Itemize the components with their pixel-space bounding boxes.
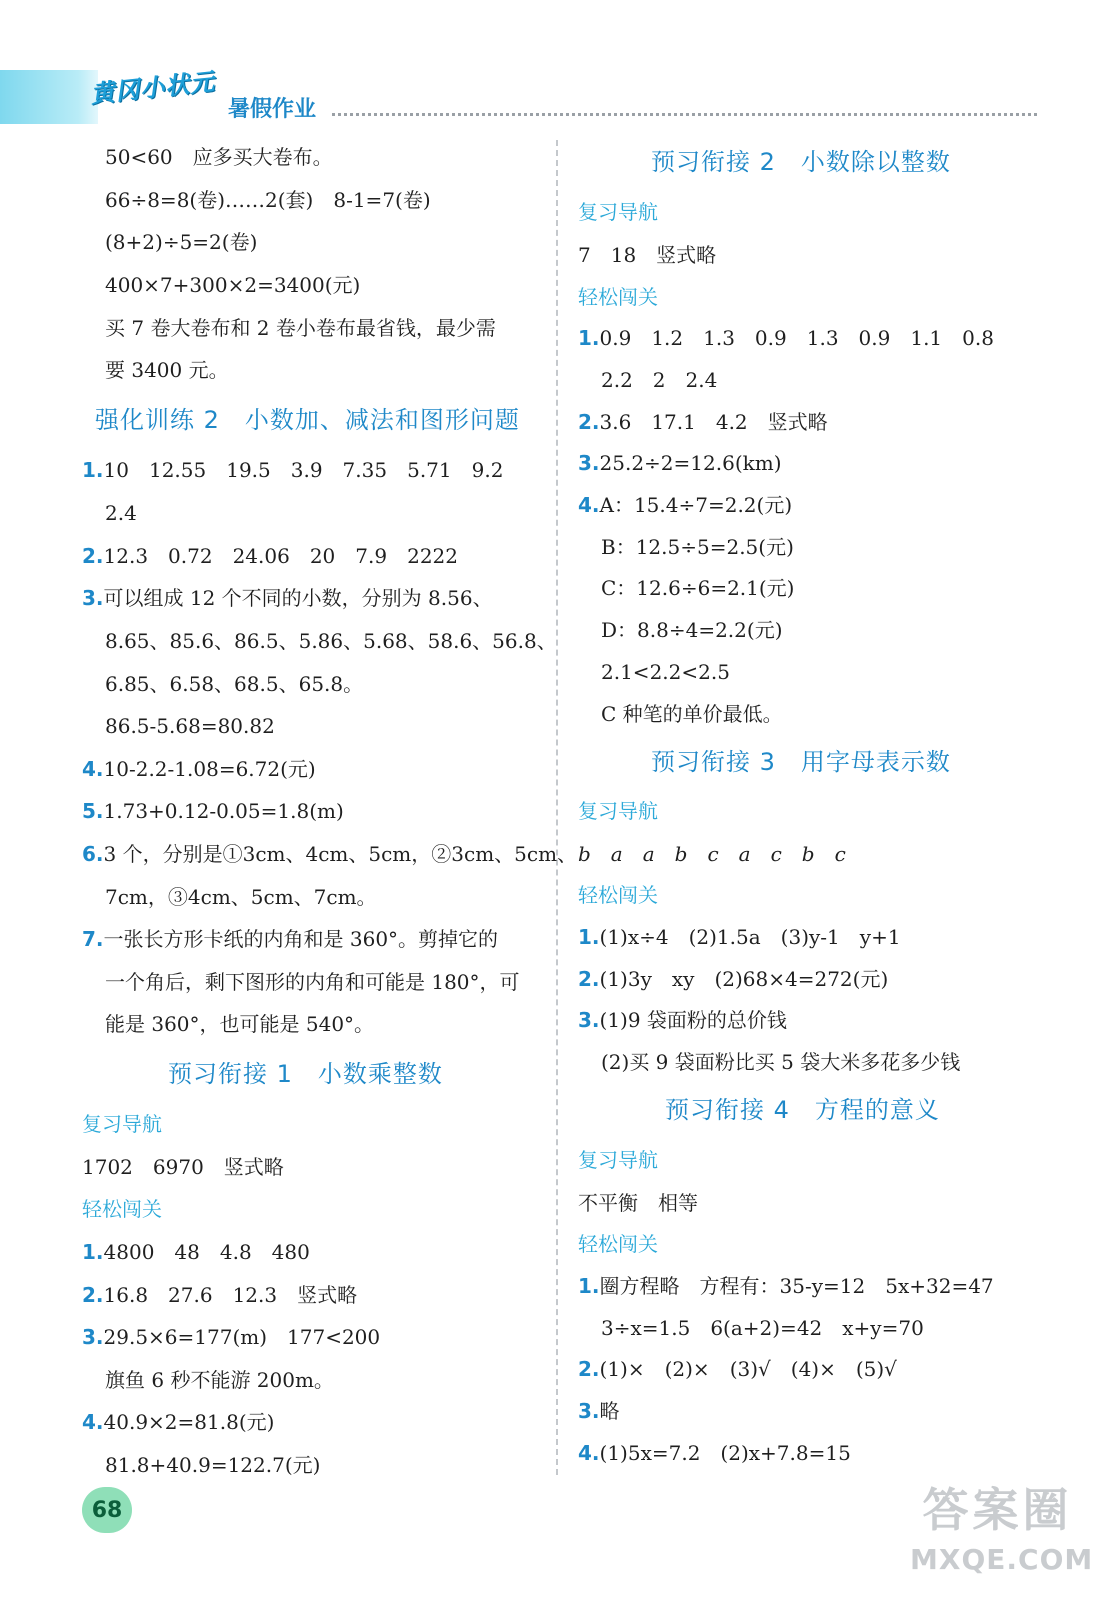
question-2 — [82, 1281, 357, 1309]
answer-line: 400×7+300×2=3400(元) — [105, 273, 361, 297]
answer-line: 2.1<2.2<2.5 — [601, 660, 730, 684]
question-number: 4. — [82, 1410, 104, 1434]
answer-text: 圈方程略 方程有：35-y=12 5x+32=47 — [599, 1274, 994, 1298]
answer-text: (1)3y xy (2)68×4=272(元) — [599, 967, 889, 991]
question-number: 7. — [82, 927, 104, 951]
answer-line: 要 3400 元。 — [105, 358, 229, 382]
subheading-easy: 轻松闯关 — [578, 285, 658, 309]
answer-text: 1.73+0.12-0.05=1.8(m) — [103, 799, 344, 823]
answer-text: 3 个，分别是①3cm、4cm、5cm，②3cm、5cm、 — [103, 842, 578, 866]
answer-text: 0.9 1.2 1.3 0.9 1.3 0.9 1.1 0.8 — [599, 326, 994, 350]
question-2 — [578, 965, 888, 993]
answer-line: 一个角后，剩下图形的内角和可能是 180°，可 — [105, 970, 520, 994]
question-number: 2. — [578, 1357, 600, 1381]
answer-line: C 种笔的单价最低。 — [601, 702, 783, 726]
question-number: 4. — [578, 493, 600, 517]
watermark — [910, 1480, 1094, 1590]
question-number: 1. — [578, 326, 600, 350]
answer-line: 7cm，③4cm、5cm、7cm。 — [105, 885, 377, 909]
answer-line: 不平衡 相等 — [578, 1191, 698, 1215]
question-3 — [578, 449, 782, 477]
question-number: 3. — [82, 586, 104, 610]
question-number: 1. — [578, 925, 600, 949]
answer-text: (1)× (2)× (3)√ (4)× (5)√ — [599, 1357, 897, 1381]
answer-text: (1)9 袋面粉的总价钱 — [599, 1008, 787, 1032]
question-2 — [578, 1355, 897, 1383]
question-number: 3. — [578, 451, 600, 475]
question-number: 3. — [578, 1399, 600, 1423]
section-title-p2: 预习衔接 2 小数除以整数 — [651, 148, 951, 176]
question-number: 4. — [578, 1441, 600, 1465]
question-3 — [82, 584, 493, 612]
question-number: 1. — [82, 458, 104, 482]
column-divider — [556, 140, 558, 1475]
answer-line: 旗鱼 6 秒不能游 200m。 — [105, 1368, 334, 1392]
question-1 — [82, 1238, 310, 1266]
answer-text: 3.6 17.1 4.2 竖式略 — [599, 410, 828, 434]
answer-text: 40.9×2=81.8(元) — [103, 1410, 275, 1434]
answer-line: 2.4 — [105, 501, 137, 525]
question-number: 6. — [82, 842, 104, 866]
answer-line: (8+2)÷5=2(卷) — [105, 230, 258, 254]
answer-text: 16.8 27.6 12.3 竖式略 — [103, 1283, 358, 1307]
question-number: 3. — [578, 1008, 600, 1032]
answer-text: 29.5×6=177(m) 177<200 — [103, 1325, 381, 1349]
subheading-easy: 轻松闯关 — [82, 1197, 162, 1221]
answer-line: C：12.6÷6=2.1(元) — [601, 576, 795, 600]
question-1 — [578, 923, 901, 951]
answer-text: 略 — [599, 1399, 620, 1423]
question-number: 4. — [82, 757, 104, 781]
question-number: 2. — [578, 967, 600, 991]
question-number: 3. — [82, 1325, 104, 1349]
answer-line: 1702 6970 竖式略 — [82, 1155, 284, 1179]
question-2 — [578, 408, 828, 436]
question-2 — [82, 542, 458, 570]
answer-line: (2)买 9 袋面粉比买 5 袋大米多花多少钱 — [601, 1050, 961, 1074]
question-1 — [578, 1272, 994, 1300]
answer-text: (1)5x=7.2 (2)x+7.8=15 — [599, 1441, 851, 1465]
question-5 — [82, 797, 344, 825]
answer-line: 买 7 卷大卷布和 2 卷小卷布最省钱，最少需 — [105, 316, 496, 340]
answer-line: 8.65、85.6、86.5、5.86、5.68、58.6、56.8、 — [105, 629, 557, 653]
subheading-review: 复习导航 — [578, 200, 658, 224]
page-number: 68 — [82, 1487, 132, 1533]
question-4 — [578, 491, 792, 519]
subheading-easy: 轻松闯关 — [578, 1232, 658, 1256]
section-title-s2: 强化训练 2 小数加、减法和图形问题 — [95, 406, 520, 434]
answer-line: 6.85、6.58、68.5、65.8。 — [105, 672, 364, 696]
answer-line: b a a b c a c b c — [578, 842, 846, 866]
question-4 — [82, 755, 316, 783]
section-title-p3: 预习衔接 3 用字母表示数 — [651, 748, 951, 776]
answer-line: 能是 360°，也可能是 540°。 — [105, 1012, 375, 1036]
header-dotted-rule — [332, 113, 1037, 116]
answer-line: 3÷x=1.5 6(a+2)=42 x+y=70 — [601, 1316, 924, 1340]
answer-text: A：15.4÷7=2.2(元) — [599, 493, 793, 517]
question-number: 5. — [82, 799, 104, 823]
question-3 — [82, 1323, 380, 1351]
subheading-review: 复习导航 — [578, 1148, 658, 1172]
answer-text: 10-2.2-1.08=6.72(元) — [103, 757, 316, 781]
question-1 — [578, 324, 994, 352]
question-4 — [82, 1408, 274, 1436]
watermark-logo-text: 答案圈 — [922, 1483, 1073, 1537]
question-1 — [82, 456, 503, 484]
answer-text: (1)x÷4 (2)1.5a (3)y-1 y+1 — [599, 925, 901, 949]
header-band — [0, 70, 98, 124]
question-7 — [82, 925, 498, 953]
question-number: 2. — [82, 1283, 104, 1307]
question-number: 2. — [82, 544, 104, 568]
question-number: 2. — [578, 410, 600, 434]
header-subtitle: 暑假作业 — [228, 97, 317, 122]
question-number: 1. — [578, 1274, 600, 1298]
watermark-url: MXQE.COM — [910, 1543, 1094, 1576]
answer-line: 50<60 应多买大卷布。 — [105, 145, 333, 169]
answer-line: B：12.5÷5=2.5(元) — [601, 535, 794, 559]
answer-line: D：8.8÷4=2.2(元) — [601, 618, 783, 642]
question-3 — [578, 1397, 620, 1425]
answer-line: 7 18 竖式略 — [578, 243, 717, 267]
answer-text: 12.3 0.72 24.06 20 7.9 2222 — [103, 544, 458, 568]
section-title-p1: 预习衔接 1 小数乘整数 — [168, 1060, 443, 1088]
question-6 — [82, 840, 577, 868]
answer-text: 4800 48 4.8 480 — [103, 1240, 310, 1264]
answer-text: 可以组成 12 个不同的小数，分别为 8.56、 — [103, 586, 493, 610]
answer-text: 25.2÷2=12.6(km) — [599, 451, 782, 475]
question-3 — [578, 1006, 787, 1034]
subheading-easy: 轻松闯关 — [578, 883, 658, 907]
subheading-review: 复习导航 — [82, 1112, 162, 1136]
answer-text: 10 12.55 19.5 3.9 7.35 5.71 9.2 — [103, 458, 504, 482]
answer-line: 86.5-5.68=80.82 — [105, 714, 275, 738]
brand-logo: 黄冈小状元 — [89, 67, 217, 109]
answer-line: 2.2 2 2.4 — [601, 368, 718, 392]
section-title-p4: 预习衔接 4 方程的意义 — [665, 1096, 940, 1124]
answer-line: 66÷8=8(卷)……2(套) 8-1=7(卷) — [105, 188, 431, 212]
answer-text: 一张长方形卡纸的内角和是 360°。剪掉它的 — [103, 927, 499, 951]
answer-line: 81.8+40.9=122.7(元) — [105, 1453, 321, 1477]
question-number: 1. — [82, 1240, 104, 1264]
question-4 — [578, 1439, 851, 1467]
subheading-review: 复习导航 — [578, 799, 658, 823]
